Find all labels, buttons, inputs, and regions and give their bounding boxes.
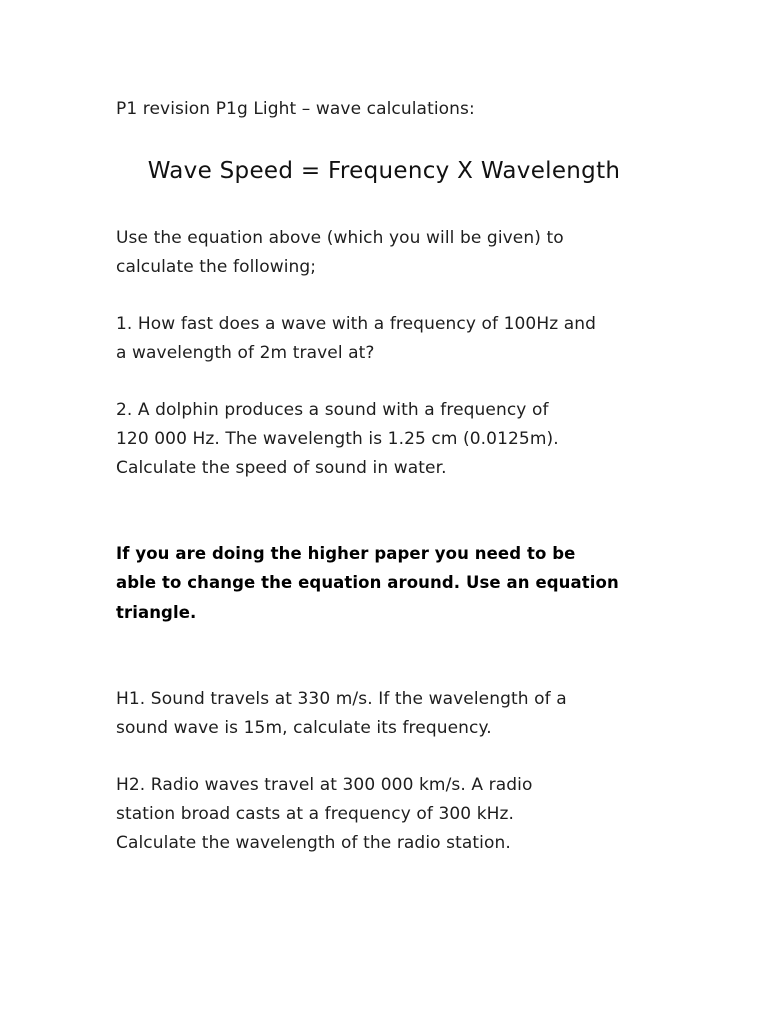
question-h1-line: sound wave is 15m, calculate its frequency. <box>116 718 492 738</box>
question-2-line: Calculate the speed of sound in water. <box>116 458 447 478</box>
worksheet-heading: P1 revision P1g Light – wave calculations: <box>116 99 475 119</box>
wave-speed-equation: Wave Speed = Frequency X Wavelength <box>147 158 621 184</box>
question-h2-line: H2. Radio waves travel at 300 000 km/s. A radio <box>116 775 533 795</box>
higher-note-line: able to change the equation around. Use an equation <box>116 573 619 592</box>
intro-line: Use the equation above (which you will be given) to <box>116 228 564 248</box>
intro-line: calculate the following; <box>116 257 317 277</box>
question-1-line: a wavelength of 2m travel at? <box>116 343 375 363</box>
question-h2-line: station broad casts at a frequency of 300 kHz. <box>116 804 515 824</box>
question-h1-line: H1. Sound travels at 330 m/s. If the wavelength of a <box>116 689 567 709</box>
higher-note-line: If you are doing the higher paper you need to be <box>116 544 576 563</box>
question-1-line: 1. How fast does a wave with a frequency of 100Hz and <box>116 314 597 334</box>
question-h2-line: Calculate the wavelength of the radio station. <box>116 833 511 853</box>
question-2-line: 2. A dolphin produces a sound with a frequency of <box>116 400 549 420</box>
question-2-line: 120 000 Hz. The wavelength is 1.25 cm (0.0125m). <box>116 429 559 449</box>
higher-note-line: triangle. <box>116 603 197 622</box>
